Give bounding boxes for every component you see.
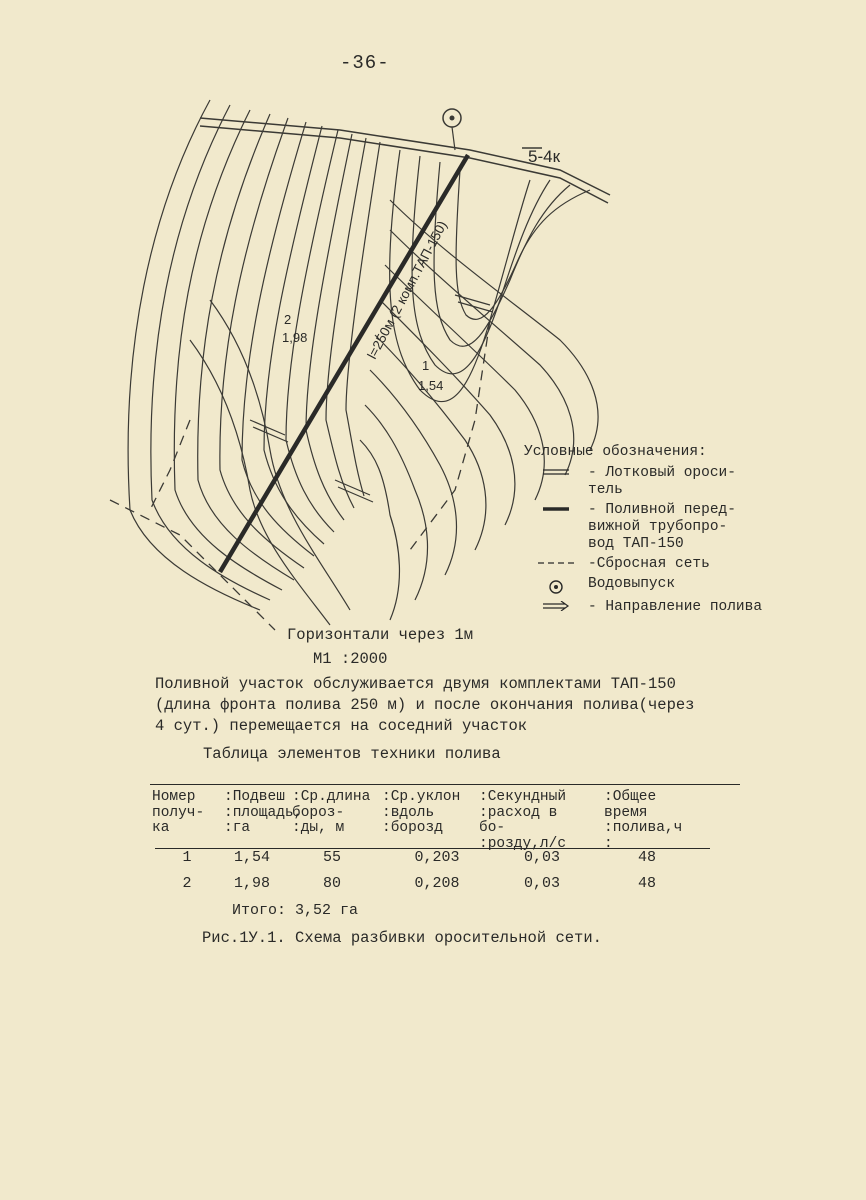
road-marker-label: 5-4к [528,147,561,166]
dashed-line-icon [524,556,588,568]
table-cell: 0,203 [414,849,460,866]
table-cell: 1 [182,849,192,866]
contour-line [365,405,428,600]
legend [524,444,848,619]
legend-item-text: - Лотковый ороси- тель [588,465,736,498]
contour-line [380,300,515,525]
page-number: -36- [340,52,390,74]
table-header-cell: :Ср.уклон :вдоль :борозд [382,789,461,836]
table-header-cell: :Общее время :полива,ч : [604,789,683,852]
flume-irrigator [335,480,373,502]
scale-caption: М1 :2000 [313,650,388,668]
table-total: Итого: 3,52 га [232,902,359,919]
drainage-line [150,420,190,510]
plot2-number-label: 2 [284,312,292,327]
legend-item-text: - Направление полива [588,599,763,615]
table-cell: 48 [637,849,656,866]
contour-line [370,370,456,575]
description-paragraph: Поливной участок обслуживается двумя комплектами ТАП-150 (длина фронта полива 250 м) и после окончания полива(через 4 сут.) перемещается на соседний участок [155,675,695,735]
legend-item-text: Водовыпуск [588,576,676,592]
pipeline [220,155,468,572]
arrow-direction-icon [524,599,588,611]
contour-interval-caption: Горизонтали через 1м [287,626,474,644]
contour-line [412,156,550,374]
contour-line [456,170,590,319]
figure-caption: Рис.1У.1. Схема разбивки оросительной сети. [202,929,602,947]
legend-item-text: - Поливной перед- вижной трубопро- вод ТАП-150 [588,502,736,552]
legend-item [524,465,848,499]
contour-line [375,335,486,550]
legend-title: Условные обозначения: [524,444,707,460]
table-cell: 1,98 [233,875,270,892]
contour-line [210,300,350,610]
contour-line [434,162,570,346]
contour-line [198,114,294,580]
table-top-rule [150,784,740,785]
plot1-number-label: 1 [422,358,430,373]
legend-item [524,576,848,596]
table-header-cell: Номер получ- ка [152,789,205,836]
flume-irrigator-icon [524,465,588,477]
table-cell: 0,03 [523,849,560,866]
contour-line [306,134,352,520]
table-header-cell: :Подвеш :площадь, :га [224,789,303,836]
legend-item [524,599,848,616]
contour-line [128,100,260,610]
legend-item-text: -Сбросная сеть [588,556,710,572]
pipeline-note-label: l=250м (2 комп.ТАП-150) [364,218,450,362]
table-cell: 0,03 [523,875,560,892]
flume-irrigator [250,420,288,442]
table-title: Таблица элементов техники полива [203,745,501,763]
table-header-cell: :Ср.длина бороз- :ды, м [292,789,371,836]
plot2-area-label: 1,98 [282,330,308,345]
table-cell: 80 [322,875,341,892]
table-cell: 2 [182,875,192,892]
table-cell: 1,54 [233,849,270,866]
table-header-cell: :Секундный :расход в бо- :розду,л/с [479,789,567,852]
table-cell: 55 [322,849,341,866]
water-outlet-icon [524,576,588,596]
table-cell: 48 [637,875,656,892]
legend-item [524,502,848,553]
contour-line [360,440,399,620]
plot1-area-label: 1,54 [418,378,444,393]
contour-line [326,138,366,508]
legend-item [524,556,848,573]
pipeline-icon [524,502,588,514]
table-cell: 0,208 [414,875,460,892]
